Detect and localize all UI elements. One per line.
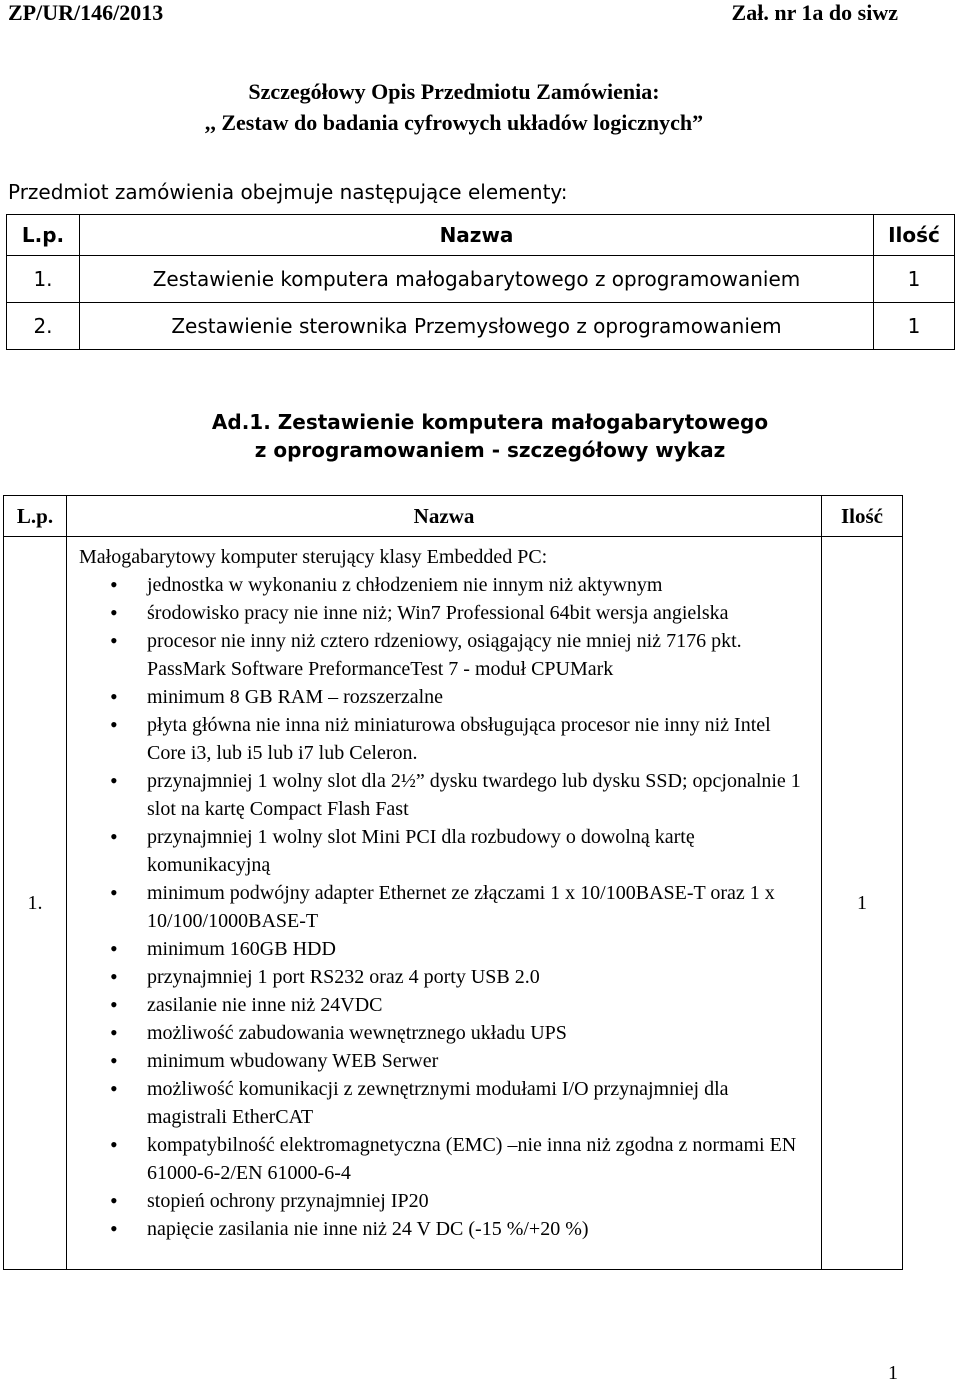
detail-table — [3, 495, 903, 1270]
spec-intro: Małogabarytowy komputer sterujący klasy Embedded PC: — [79, 546, 548, 568]
summary-table-header — [7, 215, 955, 256]
spec-item: • minimum 160GB HDD — [147, 935, 807, 963]
spec-list — [79, 571, 807, 1243]
spec-item: • przynajmniej 1 wolny slot Mini PCI dla rozbudowy o dowolną kartę komunikacyjną — [147, 823, 807, 879]
header-lp: L.p. — [7, 215, 80, 256]
spec-item: • płyta główna nie inna niż miniaturowa obsługująca procesor nie inny niż Intel Core i3, lub i5 lub i7 lub Celeron. — [147, 711, 807, 767]
header-name: Nazwa — [67, 496, 822, 537]
attachment-label: Zał. nr 1a do siwz — [731, 0, 898, 25]
spec-item: • możliwość zabudowania wewnętrznego układu UPS — [147, 1019, 807, 1047]
spec-item: • możliwość komunikacji z zewnętrznymi modułami I/O przynajmniej dla magistrali EtherCAT — [147, 1075, 807, 1131]
spec-item: • procesor nie inny niż cztero rdzeniowy, osiągający nie mniej niż 7176 pkt. PassMark Software PreformanceTest 7 - moduł CPUMark — [147, 627, 807, 683]
intro-text: Przedmiot zamówienia obejmuje następujące elementy: — [8, 180, 568, 204]
row-number: 1. — [4, 537, 67, 1270]
document-header — [8, 0, 898, 30]
document-subtitle: ,, Zestaw do badania cyfrowych układów logicznych” — [204, 110, 704, 135]
spec-item: • środowisko pracy nie inne niż; Win7 Professional 64bit wersja angielska — [147, 599, 807, 627]
row-name: Zestawienie sterownika Przemysłowego z oprogramowaniem — [80, 303, 874, 350]
detail-table-header — [4, 496, 903, 537]
table-row — [4, 537, 903, 1270]
spec-item: • przynajmniej 1 port RS232 oraz 4 porty USB 2.0 — [147, 963, 807, 991]
page-number: 1 — [888, 1362, 898, 1384]
table-row — [7, 303, 955, 350]
document-title: Szczegółowy Opis Przedmiotu Zamówienia: — [248, 79, 660, 104]
row-number: 2. — [7, 303, 80, 350]
spec-cell — [67, 537, 822, 1270]
reference-number: ZP/UR/146/2013 — [8, 0, 164, 25]
spec-item: • napięcie zasilania nie inne niż 24 V DC (-15 %/+20 %) — [147, 1215, 807, 1243]
row-name: Zestawienie komputera małogabarytowego z oprogramowaniem — [80, 256, 874, 303]
header-qty: Ilość — [874, 215, 955, 256]
header-lp: L.p. — [4, 496, 67, 537]
spec-item: • minimum 8 GB RAM – rozszerzalne — [147, 683, 807, 711]
row-qty: 1 — [874, 303, 955, 350]
spec-item: • kompatybilność elektromagnetyczna (EMC) –nie inna niż zgodna z normami EN 61000-6-2/EN 61000-6-4 — [147, 1131, 807, 1187]
row-number: 1. — [7, 256, 80, 303]
row-qty: 1 — [822, 537, 903, 1270]
spec-item: • minimum wbudowany WEB Serwer — [147, 1047, 807, 1075]
summary-table — [6, 214, 955, 350]
spec-item: • przynajmniej 1 wolny slot dla 2½” dysku twardego lub dysku SSD; opcjonalnie 1 slot na kartę Compact Flash Fast — [147, 767, 807, 823]
section-heading: Ad.1. Zestawienie komputera małogabarytowego — [211, 410, 769, 434]
spec-item: • stopień ochrony przynajmniej IP20 — [147, 1187, 807, 1215]
spec-item: • jednostka w wykonaniu z chłodzeniem nie innym niż aktywnym — [147, 571, 807, 599]
header-name: Nazwa — [80, 215, 874, 256]
spec-item: • minimum podwójny adapter Ethernet ze złączami 1 x 10/100BASE-T oraz 1 x 10/100/1000BASE-T — [147, 879, 807, 935]
table-row — [7, 256, 955, 303]
section-heading-cont: z oprogramowaniem - szczegółowy wykaz — [254, 438, 726, 462]
row-qty: 1 — [874, 256, 955, 303]
spec-item: • zasilanie nie inne niż 24VDC — [147, 991, 807, 1019]
header-qty: Ilość — [822, 496, 903, 537]
